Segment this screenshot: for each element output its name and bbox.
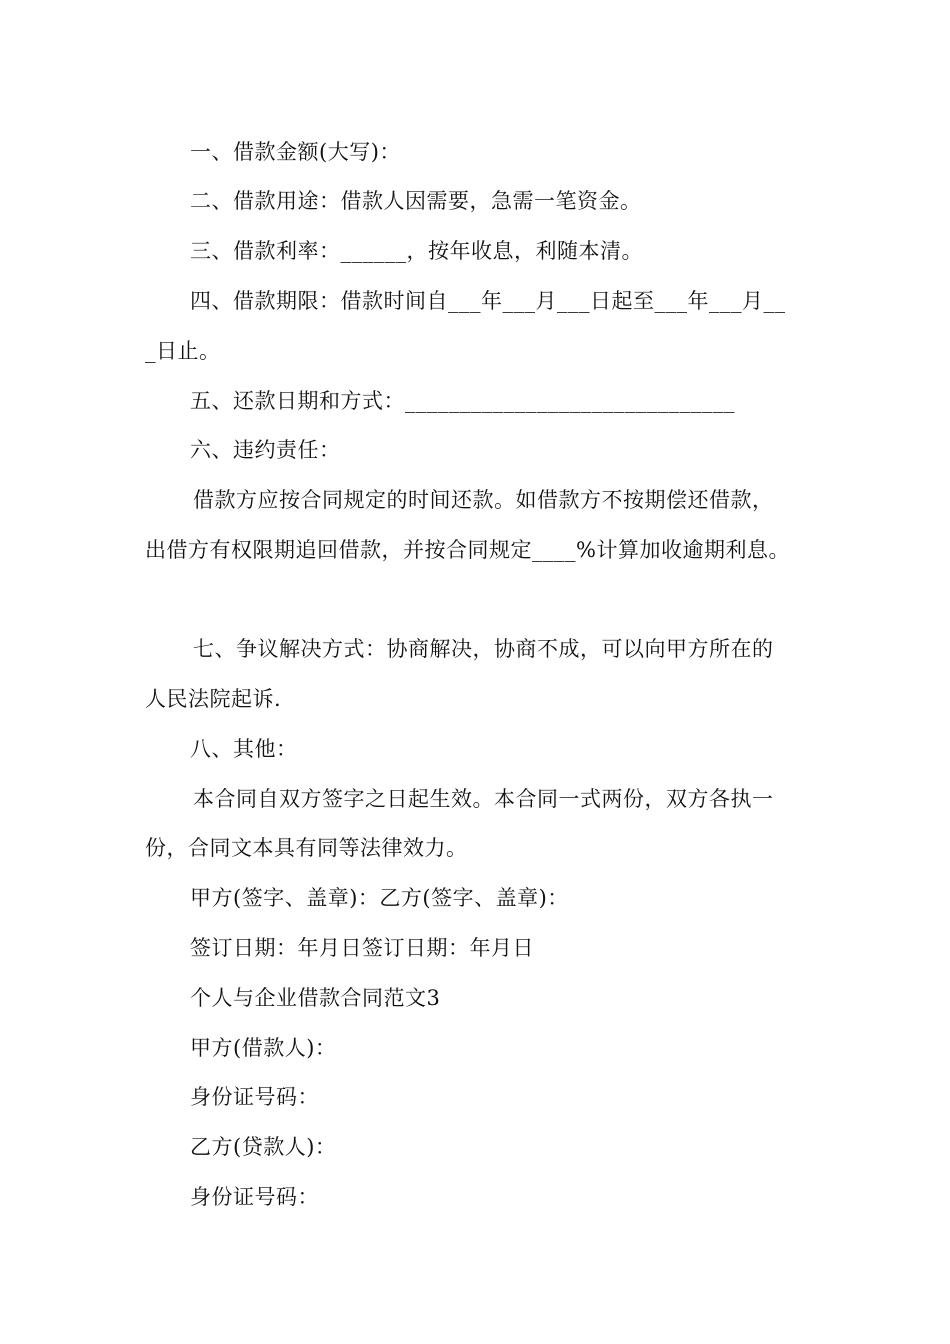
clause-1-loan-amount: 一、借款金额(大写)： (190, 140, 401, 164)
clause-7-dispute-line-1: 七、争议解决方式：协商解决，协商不成，可以向甲方所在的 (193, 637, 774, 661)
party-b-id-label: 身份证号码： (190, 1185, 319, 1209)
clause-3-interest-rate: 三、借款利率：______，按年收息，利随本清。 (190, 239, 643, 263)
party-b-label: 乙方(贷款人)： (190, 1135, 337, 1159)
clause-6-heading: 六、违约责任： (190, 438, 341, 462)
signature-parties: 甲方(签字、盖章)：乙方(签字、盖章)： (190, 886, 569, 910)
clause-5-repayment: 五、还款日期和方式：______________________________ (190, 389, 735, 413)
party-a-id-label: 身份证号码： (190, 1085, 319, 1109)
party-a-label: 甲方(借款人)： (190, 1036, 337, 1060)
clause-7-dispute-line-2: 人民法院起诉. (145, 687, 282, 711)
clause-8-paragraph-line-2: 份，合同文本具有同等法律效力。 (145, 836, 468, 860)
section-title: 个人与企业借款合同范文3 (190, 986, 441, 1010)
clause-6-paragraph-line-2: 出借方有权限期追回借款，并按合同规定____%计算加收逾期利息。 (145, 538, 790, 562)
clause-8-paragraph-line-1: 本合同自双方签字之日起生效。本合同一式两份，双方各执一 (193, 787, 774, 811)
clause-2-loan-purpose: 二、借款用途：借款人因需要，急需一笔资金。 (190, 189, 642, 213)
clause-4-continuation: _日止。 (145, 339, 221, 363)
clause-4-loan-term: 四、借款期限：借款时间自___年___月___日起至___年___月__ (190, 289, 786, 313)
clause-6-paragraph-line-1: 借款方应按合同规定的时间还款。如借款方不按期偿还借款， (193, 488, 774, 512)
clause-8-heading: 八、其他： (190, 737, 298, 761)
signing-dates: 签订日期：年月日签订日期：年月日 (190, 936, 534, 960)
